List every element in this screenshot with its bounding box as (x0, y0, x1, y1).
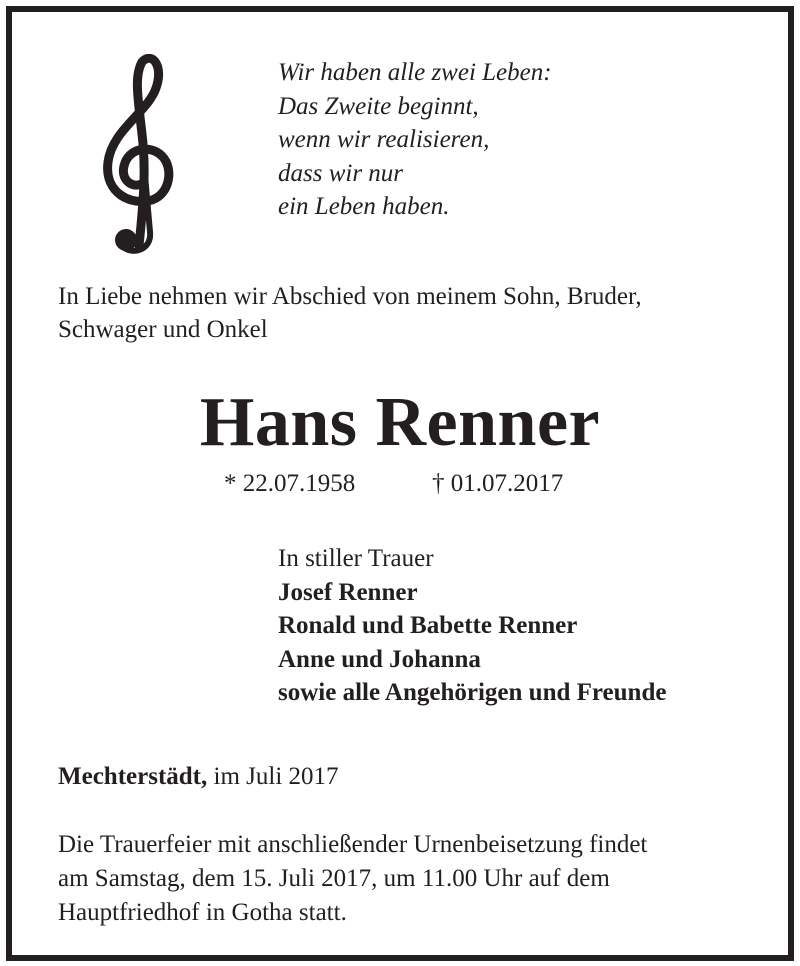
obituary-card (6, 6, 794, 961)
poem-line: Das Zweite beginnt, (278, 92, 479, 120)
mourners-heading: In stiller Trauer (278, 545, 434, 572)
mourner-name: Anne und Johanna (278, 645, 481, 673)
mourner-name: sowie alle Angehörigen und Freunde (278, 679, 667, 706)
poem-line: wenn wir realisieren, (278, 126, 490, 153)
place-date: im Juli 2017 (207, 763, 339, 790)
place-and-date (58, 760, 339, 793)
poem-line: ein Leben haben. (278, 193, 450, 220)
mourners-block (278, 542, 666, 710)
mourner-name: Josef Renner (278, 578, 418, 606)
poem-line: Wir haben alle zwei Leben: (278, 59, 552, 86)
mourner-name: Ronald und Babette Renner (278, 612, 578, 639)
place-city: Mechterstädt, (58, 763, 208, 790)
ceremony-line: Hauptfriedhof in Gotha statt. (58, 899, 347, 926)
intro-text (58, 280, 778, 346)
ceremony-line: am Samstag, dem 15. Juli 2017, um 11.00 Uhr auf dem (58, 865, 610, 892)
poem-line: dass wir nur (278, 159, 404, 187)
intro-line: In Liebe nehmen wir Abschied von meinem Sohn, Bruder, (58, 283, 642, 310)
birth-date: * 22.07.1958 (224, 470, 356, 497)
treble-clef-icon (98, 54, 178, 254)
poem (278, 56, 552, 224)
deceased-name: Hans Renner (199, 384, 601, 461)
ceremony-line: Die Trauerfeier mit anschließender Urnenbeisetzung findet (58, 831, 648, 858)
ceremony-info (58, 828, 778, 930)
death-date: † 01.07.2017 (432, 470, 564, 497)
intro-line: Schwager und Onkel (58, 316, 268, 343)
